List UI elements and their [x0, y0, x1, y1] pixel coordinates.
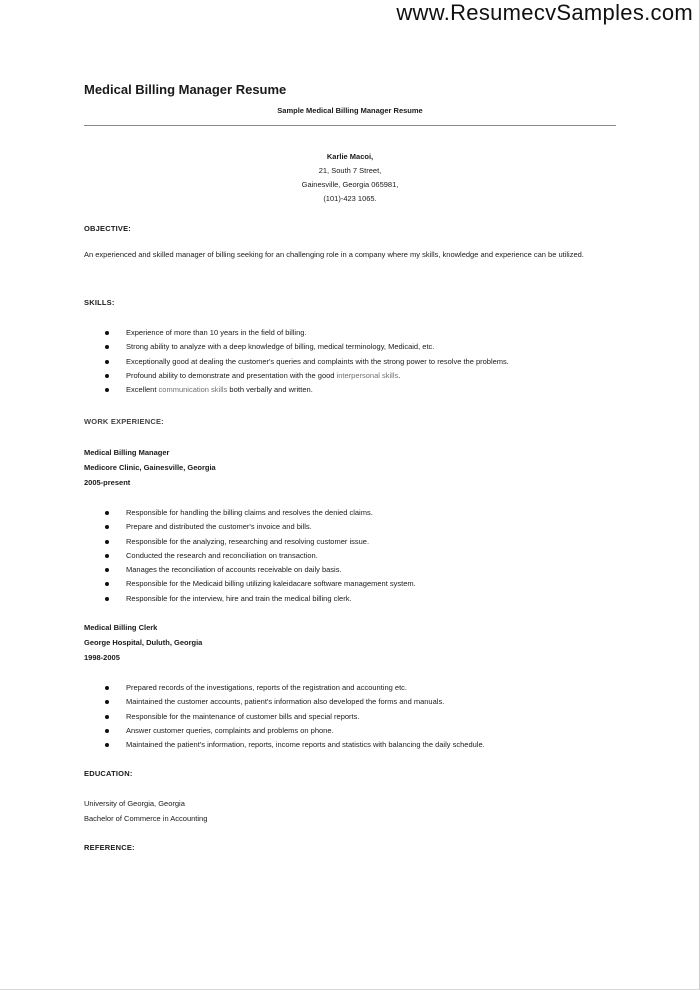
page-subtitle: Sample Medical Billing Manager Resume: [277, 106, 423, 115]
bullet-icon: [105, 374, 109, 378]
list-item: Responsible for the Medicaid billing utilizing kaleidacare software management system.: [84, 577, 614, 591]
list-item: Exceptionally good at dealing the customer's queries and complaints with the strong power to resolve the problems.: [84, 355, 614, 369]
bullet-icon: [105, 582, 109, 586]
bullet-icon: [105, 729, 109, 733]
objective-text: An experienced and skilled manager of billing seeking for an challenging role in a company where my skills, knowledge and experience can be utilized.: [84, 250, 584, 259]
list-item: Responsible for the maintenance of customer bills and special reports.: [84, 710, 614, 724]
skills-heading: SKILLS:: [84, 298, 115, 307]
bullet-icon: [105, 388, 109, 392]
bullet-icon: [105, 743, 109, 747]
contact-block: [0, 150, 700, 206]
job-duties-list: [84, 506, 614, 606]
objective-section: [84, 222, 614, 261]
job-duties-list: [84, 681, 614, 752]
bullet-icon: [105, 568, 109, 572]
bullet-icon: [105, 525, 109, 529]
list-item: Maintained the customer accounts, patient's information also developed the forms and manuals.: [84, 695, 614, 709]
job-title: Medical Billing Manager: [84, 448, 170, 457]
reference-heading: REFERENCE:: [84, 843, 135, 852]
job-entry: [84, 445, 614, 606]
skills-list: [84, 326, 614, 397]
list-item: Maintained the patient's information, reports, income reports and statistics with balancing the daily schedule.: [84, 738, 614, 752]
job-organization: Medicore Clinic, Gainesville, Georgia: [84, 463, 216, 472]
job-title: Medical Billing Clerk: [84, 623, 158, 633]
list-item: Strong ability to analyze with a deep knowledge of billing, medical terminology, Medicaid, etc.: [84, 340, 614, 354]
list-item: Answer customer queries, complaints and problems on phone.: [84, 724, 614, 738]
work-experience-section: [84, 415, 614, 753]
list-item: Prepared records of the investigations, reports of the registration and accounting etc.: [84, 681, 614, 695]
contact-name: Karlie Macoi,: [326, 152, 374, 161]
skills-section: [84, 296, 614, 397]
reference-section: [84, 841, 614, 854]
job-entry: [84, 620, 614, 752]
bullet-icon: [105, 360, 109, 364]
list-item: Conducted the research and reconciliation on transaction.: [84, 549, 614, 563]
education-section: [84, 767, 614, 826]
page-title: Medical Billing Manager Resume: [84, 82, 287, 97]
contact-street: 21, South 7 Street,: [318, 166, 382, 175]
job-period: 2005-present: [84, 478, 131, 487]
bullet-icon: [105, 700, 109, 704]
education-degree: Bachelor of Commerce in Accounting: [84, 814, 208, 823]
education-school: University of Georgia, Georgia: [84, 799, 185, 808]
bullet-icon: [105, 511, 109, 515]
job-period: 1998-2005: [84, 653, 120, 663]
list-item: Profound ability to demonstrate and presentation with the good interpersonal skills.: [84, 369, 614, 383]
title-divider: [84, 125, 616, 126]
list-item: Manages the reconciliation of accounts receivable on daily basis.: [84, 563, 614, 577]
list-item: Experience of more than 10 years in the field of billing.: [84, 326, 614, 340]
bullet-icon: [105, 686, 109, 690]
communication-skills-link[interactable]: communication skills: [158, 385, 228, 395]
site-watermark: www.ResumecvSamples.com: [396, 0, 693, 25]
education-heading: EDUCATION:: [84, 769, 133, 778]
list-item: Responsible for the analyzing, researching and resolving customer issue.: [84, 535, 614, 549]
list-item: Responsible for the interview, hire and train the medical billing clerk.: [84, 592, 614, 606]
contact-city: Gainesville, Georgia 065981,: [301, 180, 399, 189]
bullet-icon: [105, 715, 109, 719]
interpersonal-skills-link[interactable]: interpersonal skills: [336, 370, 399, 380]
contact-phone: (101)-423 1065.: [323, 194, 377, 203]
bullet-icon: [105, 597, 109, 601]
job-organization: George Hospital, Duluth, Georgia: [84, 638, 203, 648]
list-item: Prepare and distributed the customer's invoice and bills.: [84, 520, 614, 534]
list-item: Responsible for handling the billing claims and resolves the denied claims.: [84, 506, 614, 520]
bullet-icon: [105, 331, 109, 335]
bullet-icon: [105, 554, 109, 558]
bullet-icon: [105, 540, 109, 544]
bullet-icon: [105, 345, 109, 349]
objective-heading: OBJECTIVE:: [84, 224, 132, 233]
list-item: Excellent communication skills both verbally and written.: [84, 383, 614, 397]
work-experience-heading: WORK EXPERIENCE:: [84, 417, 164, 426]
